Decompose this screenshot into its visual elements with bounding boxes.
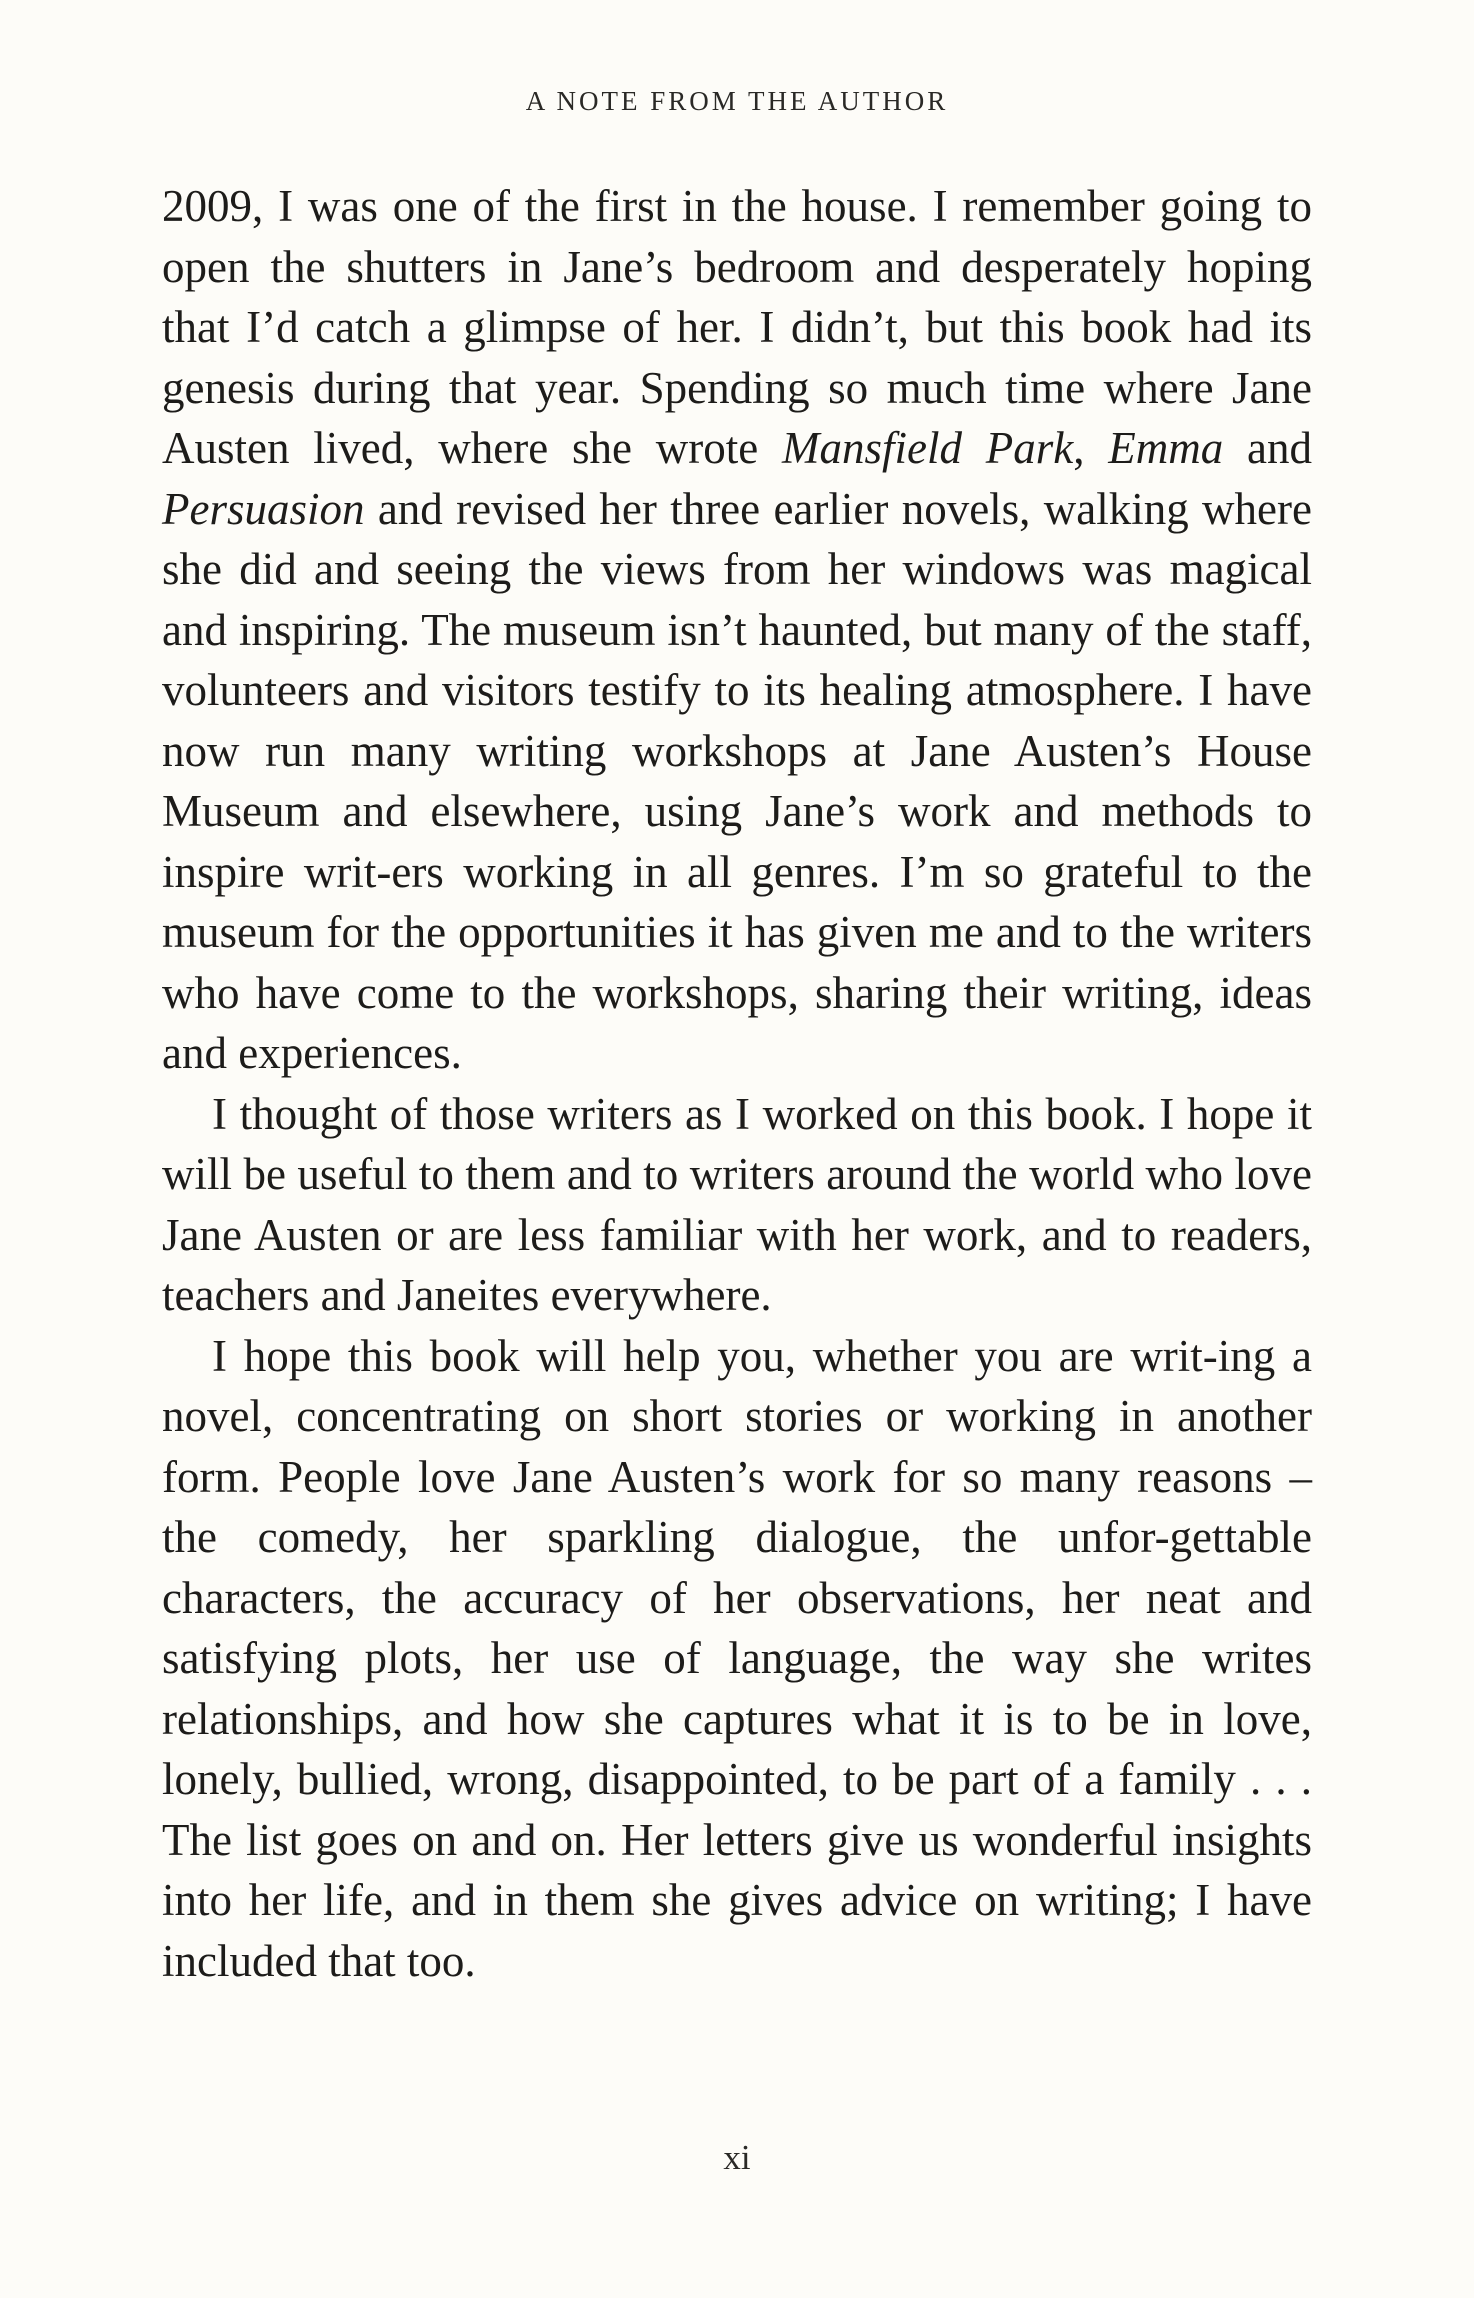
paragraph-1 [162,176,1312,1084]
page-number: xi [723,2138,751,2177]
running-head: A NOTE FROM THE AUTHOR [525,86,949,116]
title-persuasion: Persuasion [162,483,365,534]
paragraph-1-text-a: 2009, I was one of the first in the house. I remember going to open the shutters in Jane’s bedroom and desperately hoping that I’d catch a glimpse of her. I didn’t, but this book had its genesis during that year. Spending so much time where Jane Austen lived, where she wrote [162,181,1312,473]
paragraph-1-text-c: and [1223,423,1312,473]
paragraph-3: I hope this book will help you, whether you are writ-ing a novel, concentrating on short stories or working in another form. People love Jane Austen’s work for so many reasons – the comedy, her sparkling dialogue, the unfor-gettable characters, the accuracy of her observations, her neat and satisfying plots, her use of language, the way she writes relationships, and how she captures what it is to be in love, lonely, bullied, wrong, disappointed, to be part of a family . . . The list goes on and on. Her letters give us wonderful insights into her life, and in them she gives advice on writing; I have included that too. [162,1330,1312,1986]
paragraph-1-text-b: , [1073,423,1109,473]
paragraph-1-text-d: and revised her three earlier novels, walking where she did and seeing the views from her windows was magical and inspiring. The museum isn’t haunted, but many of the staff, volunteers and visitors testify to its healing atmosphere. I have now run many writing workshops at Jane Austen’s House Museum and elsewhere, using Jane’s work and methods to inspire writ-ers working in all genres. I’m so grateful to the museum for the opportunities it has given me and to the writers who have come to the workshops, sharing their writing, ideas and experiences. [162,483,1312,1078]
body-text [162,176,1312,1991]
paragraph-2: I thought of those writers as I worked on this book. I hope it will be useful to them and to writers around the world who love Jane Austen or are less familiar with her work, and to readers, teachers and Janeites everywhere. [162,1088,1312,1320]
title-emma: Emma [1108,423,1224,473]
title-mansfield-park: Mansfield Park [781,423,1074,473]
